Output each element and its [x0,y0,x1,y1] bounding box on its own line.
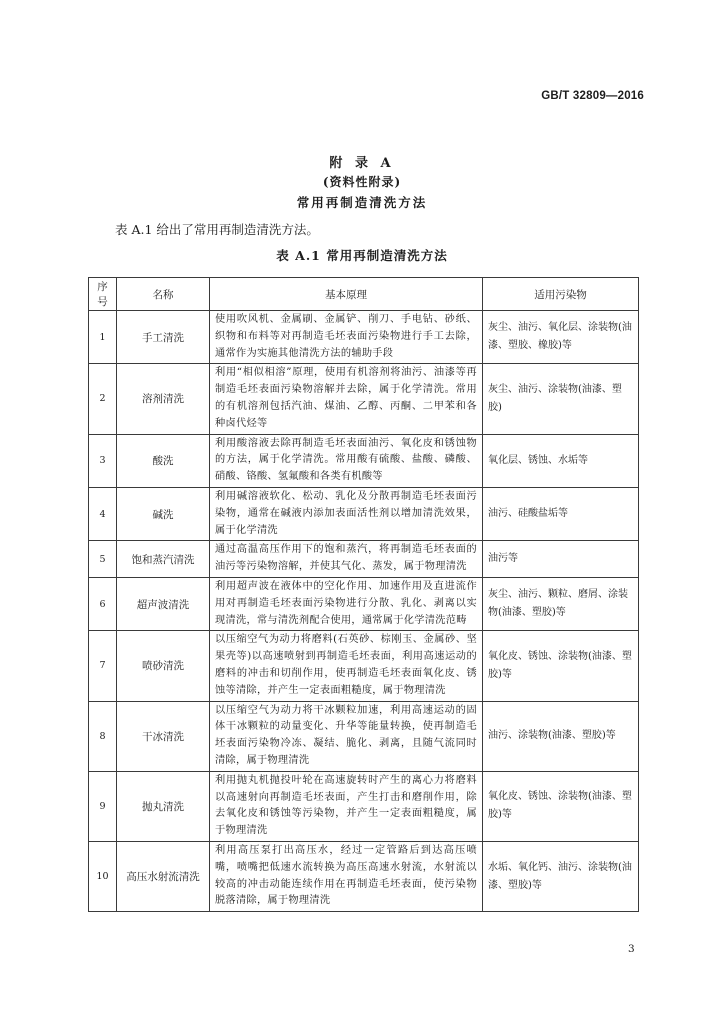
cell-pollutants: 油污等 [483,541,639,578]
cell-seq: 2 [89,364,117,434]
standard-code: GB/T 32809—2016 [541,90,644,102]
table-row [89,487,639,540]
cell-name: 酸洗 [117,434,210,487]
table-row [89,434,639,487]
cell-seq: 8 [89,701,117,771]
cell-pollutants: 灰尘、油污、颗粒、磨屑、涂装物(油漆、塑胶)等 [483,577,639,630]
header-pollutants: 适用污染物 [483,278,639,311]
cell-pollutants: 灰尘、油污、涂装物(油漆、塑胶) [483,364,639,434]
table-row [89,577,639,630]
cell-seq: 10 [89,841,117,911]
cell-pollutants: 水垢、氧化钙、油污、涂装物(油漆、塑胶)等 [483,841,639,911]
cell-principle: 利用抛丸机抛投叶轮在高速旋转时产生的离心力将磨料以高速射向再制造毛坯表面，产生打击和磨削作用，除去氧化皮和锈蚀等污染物，并产生一定表面粗糙度，属于物理清洗 [210,771,483,841]
cell-seq: 9 [89,771,117,841]
header-principle: 基本原理 [210,278,483,311]
cell-principle: 利用酸溶液去除再制造毛坯表面油污、氧化皮和锈蚀物的方法，属于化学清洗。常用酸有硫酸、盐酸、磷酸、硝酸、铬酸、氢氟酸和各类有机酸等 [210,434,483,487]
annex-type: (资料性附录) [322,175,402,189]
table-row [89,631,639,701]
table-row [89,541,639,578]
cell-seq: 3 [89,434,117,487]
cell-name: 饱和蒸汽清洗 [117,541,210,578]
cell-seq: 4 [89,487,117,540]
cell-name: 干冰清洗 [117,701,210,771]
cell-name: 抛丸清洗 [117,771,210,841]
cell-name: 超声波清洗 [117,577,210,630]
cell-principle: 使用吹风机、金属刷、金属铲、削刀、手电钻、砂纸、织物和布料等对再制造毛坯表面污染物进行手工去除，通常作为实施其他清洗方法的辅助手段 [210,311,483,364]
cell-principle: 利用“相似相溶”原理，使用有机溶剂将油污、油漆等再制造毛坯表面污染物溶解并去除，属于化学清洗。常用的有机溶剂包括汽油、煤油、乙醇、丙酮、二甲苯和各种卤代烃等 [210,364,483,434]
cleaning-methods-table [88,277,639,912]
table-row [89,311,639,364]
header-name: 名称 [117,278,210,311]
cell-pollutants: 氧化层、锈蚀、水垢等 [483,434,639,487]
cell-pollutants: 灰尘、油污、氧化层、涂装物(油漆、塑胶、橡胶)等 [483,311,639,364]
page-number: 3 [628,943,635,955]
annex-name: 常用再制造清洗方法 [296,195,428,210]
table-row [89,701,639,771]
table-caption: 表 A.1 常用再制造清洗方法 [276,248,448,263]
cell-pollutants: 氧化皮、锈蚀、涂装物(油漆、塑胶)等 [483,771,639,841]
table-row [89,771,639,841]
table-row [89,364,639,434]
annex-title: 附 录 A [329,156,395,171]
intro-text: 表 A.1 给出了常用再制造清洗方法。 [115,222,319,237]
cell-principle: 以压缩空气为动力将磨料(石英砂、棕刚玉、金属砂、坚果壳等)以高速喷射到再制造毛坯表面，利用高速运动的磨料的冲击和切削作用，使再制造毛坯表面氧化皮、锈蚀等清除，并产生一定表面粗糙度，属于物理清洗 [210,631,483,701]
table-row [89,841,639,911]
cell-pollutants: 氧化皮、锈蚀、涂装物(油漆、塑胶)等 [483,631,639,701]
cell-principle: 利用超声波在液体中的空化作用、加速作用及直进流作用对再制造毛坯表面污染物进行分散、乳化、剥离以实现清洗，常与清洗剂配合使用，通常属于化学清洗范畴 [210,577,483,630]
cell-name: 溶剂清洗 [117,364,210,434]
cell-name: 碱洗 [117,487,210,540]
cell-seq: 7 [89,631,117,701]
cell-name: 高压水射流清洗 [117,841,210,911]
cell-pollutants: 油污、涂装物(油漆、塑胶)等 [483,701,639,771]
cell-seq: 5 [89,541,117,578]
header-seq: 序号 [89,278,117,311]
cell-principle: 通过高温高压作用下的饱和蒸汽，将再制造毛坯表面的油污等污染物溶解，并使其气化、蒸发，属于物理清洗 [210,541,483,578]
cell-principle: 利用碱溶液软化、松动、乳化及分散再制造毛坯表面污染物，通常在碱液内添加表面活性剂以增加清洗效果，属于化学清洗 [210,487,483,540]
cell-seq: 6 [89,577,117,630]
cell-name: 手工清洗 [117,311,210,364]
cell-pollutants: 油污、硅酸盐垢等 [483,487,639,540]
cell-principle: 以压缩空气为动力将干冰颗粒加速，利用高速运动的固体干冰颗粒的动量变化、升华等能量转换，使再制造毛坯表面污染物冷冻、凝结、脆化、剥离，且随气流同时清除，属于物理清洗 [210,701,483,771]
cell-principle: 利用高压泵打出高压水，经过一定管路后到达高压喷嘴，喷嘴把低速水流转换为高压高速水射流，水射流以较高的冲击动能连续作用在再制造毛坯表面，使污染物脱落清除，属于物理清洗 [210,841,483,911]
cell-seq: 1 [89,311,117,364]
table-header-row [89,278,639,311]
cell-name: 喷砂清洗 [117,631,210,701]
